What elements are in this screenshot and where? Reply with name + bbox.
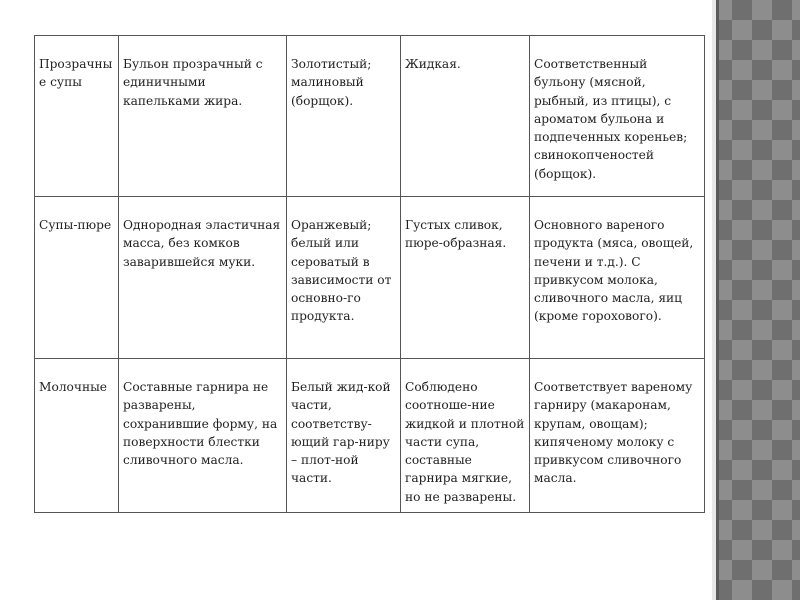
soup-name-cell: Супы-пюре [35,197,119,359]
consistency-cell: Однородная эластичная масса, без комков заварившейся муки. [119,197,287,359]
consistency-cell: Составные гарнира не разварены, сохранившие форму, на поверхности блестки сливочного масла. [119,359,287,513]
soup-name-cell: Прозрачные супы [35,36,119,197]
table-row [35,359,705,513]
color-cell: Золотистый; малиновый (борщок). [287,36,401,197]
table-row [35,36,705,197]
taste-cell: Соответствует вареному гарниру (макаронам, крупам, овощам); кипяченому молоку с привкусом сливочного масла. [530,359,705,513]
texture-cell: Жидкая. [401,36,530,197]
texture-cell: Густых сливок, пюре-образная. [401,197,530,359]
taste-cell: Соответственный бульону (мясной, рыбный, из птицы), с ароматом бульона и подпеченных кореньев; свинокопченостей (борщок). [530,36,705,197]
soup-quality-table [34,35,705,513]
texture-cell: Соблюдено соотноше-ние жидкой и плотной части супа, составные гарнира мягкие, но не разварены. [401,359,530,513]
color-cell: Оранжевый; белый или сероватый в зависимости от основно-го продукта. [287,197,401,359]
taste-cell: Основного вареного продукта (мяса, овощей, печени и т.д.). С привкусом молока, сливочного масла, яиц (кроме горохового). [530,197,705,359]
soup-name-cell: Молочные [35,359,119,513]
color-cell: Белый жид-кой части, соответству-ющий гар-ниру – плот-ной части. [287,359,401,513]
table-row [35,197,705,359]
decorative-side-pattern [712,0,800,600]
consistency-cell: Бульон прозрачный с единичными капельками жира. [119,36,287,197]
